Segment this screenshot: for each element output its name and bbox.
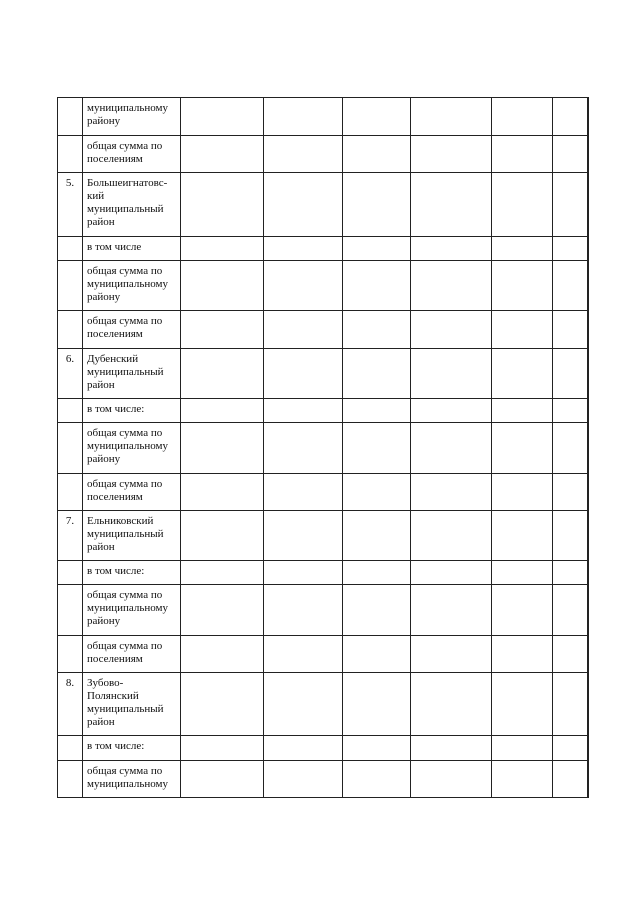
row-label-cell — [83, 98, 181, 136]
row-number-cell: 7. — [58, 511, 83, 561]
data-table — [57, 97, 589, 798]
empty-value-cell — [181, 673, 264, 736]
empty-value-cell — [181, 511, 264, 561]
row-label-line: муниципальному — [87, 278, 169, 290]
row-label-line: кий — [87, 190, 105, 202]
table-row — [58, 673, 589, 736]
empty-value-cell — [343, 399, 411, 423]
empty-value-cell — [553, 98, 588, 136]
empty-value-cell — [553, 237, 588, 261]
empty-value-cell — [264, 474, 343, 511]
row-number-cell — [58, 761, 83, 798]
empty-value-cell — [343, 761, 411, 798]
empty-value-cell — [343, 585, 411, 636]
empty-value-cell — [553, 636, 588, 673]
empty-value-cell — [343, 673, 411, 736]
empty-value-cell — [411, 173, 492, 237]
empty-value-cell — [264, 736, 343, 761]
row-label-line: район — [87, 379, 115, 391]
empty-value-cell — [588, 474, 589, 511]
table-row — [58, 736, 589, 761]
empty-value-cell — [343, 561, 411, 585]
row-label-line: общая сумма по — [87, 640, 163, 652]
empty-value-cell — [588, 98, 589, 136]
empty-value-cell — [492, 736, 553, 761]
row-number-cell — [58, 399, 83, 423]
row-label-line: общая сумма по — [87, 765, 163, 777]
row-label-cell — [83, 311, 181, 349]
empty-value-cell — [553, 261, 588, 311]
table-row — [58, 237, 589, 261]
empty-value-cell — [264, 585, 343, 636]
empty-value-cell — [588, 349, 589, 399]
row-number-cell — [58, 311, 83, 349]
empty-value-cell — [588, 311, 589, 349]
table-row — [58, 173, 589, 237]
row-label-line: муниципальному — [87, 440, 169, 452]
empty-value-cell — [343, 261, 411, 311]
empty-value-cell — [411, 511, 492, 561]
empty-value-cell — [181, 736, 264, 761]
empty-value-cell — [181, 636, 264, 673]
empty-value-cell — [588, 136, 589, 173]
empty-value-cell — [411, 98, 492, 136]
empty-value-cell — [588, 736, 589, 761]
row-number-cell — [58, 736, 83, 761]
empty-value-cell — [264, 349, 343, 399]
empty-value-cell — [492, 237, 553, 261]
empty-value-cell — [492, 585, 553, 636]
row-label-line: району — [87, 291, 121, 303]
row-label-cell — [83, 585, 181, 636]
empty-value-cell — [411, 636, 492, 673]
empty-value-cell — [553, 399, 588, 423]
row-label-cell — [83, 561, 181, 585]
row-label-line: муниципальному — [87, 602, 169, 614]
row-label-line: район — [87, 216, 115, 228]
row-label-line: Ельниковский — [87, 515, 154, 527]
table-row — [58, 136, 589, 173]
empty-value-cell — [492, 423, 553, 474]
empty-value-cell — [553, 173, 588, 237]
empty-value-cell — [411, 311, 492, 349]
empty-value-cell — [411, 561, 492, 585]
empty-value-cell — [181, 585, 264, 636]
empty-value-cell — [553, 585, 588, 636]
row-label-line: общая сумма по — [87, 427, 163, 439]
empty-value-cell — [411, 474, 492, 511]
empty-value-cell — [343, 237, 411, 261]
row-number-cell — [58, 636, 83, 673]
empty-value-cell — [588, 561, 589, 585]
empty-value-cell — [411, 349, 492, 399]
table-row — [58, 349, 589, 399]
empty-value-cell — [492, 636, 553, 673]
row-label-cell — [83, 673, 181, 736]
row-number-cell — [58, 561, 83, 585]
table-row — [58, 98, 589, 136]
table-body — [58, 98, 589, 798]
empty-value-cell — [264, 261, 343, 311]
empty-value-cell — [553, 423, 588, 474]
row-number-cell — [58, 585, 83, 636]
row-label-line: Дубенский — [87, 353, 139, 365]
empty-value-cell — [588, 511, 589, 561]
empty-value-cell — [343, 311, 411, 349]
row-number-cell — [58, 98, 83, 136]
empty-value-cell — [264, 399, 343, 423]
row-label-cell — [83, 349, 181, 399]
row-label-cell — [83, 474, 181, 511]
empty-value-cell — [264, 761, 343, 798]
empty-value-cell — [492, 761, 553, 798]
table-row — [58, 561, 589, 585]
empty-value-cell — [264, 98, 343, 136]
empty-value-cell — [492, 349, 553, 399]
empty-value-cell — [588, 173, 589, 237]
empty-value-cell — [588, 673, 589, 736]
empty-value-cell — [181, 349, 264, 399]
empty-value-cell — [264, 673, 343, 736]
empty-value-cell — [411, 585, 492, 636]
table-row — [58, 311, 589, 349]
empty-value-cell — [553, 349, 588, 399]
row-number-cell: 5. — [58, 173, 83, 237]
row-label-line: общая сумма по — [87, 589, 163, 601]
row-label-line: поселениям — [87, 328, 143, 340]
empty-value-cell — [264, 561, 343, 585]
row-label-line: району — [87, 615, 121, 627]
empty-value-cell — [588, 636, 589, 673]
empty-value-cell — [343, 98, 411, 136]
row-number-cell — [58, 261, 83, 311]
row-number-cell: 6. — [58, 349, 83, 399]
row-number-cell — [58, 423, 83, 474]
row-label-line: общая сумма по — [87, 315, 163, 327]
row-number-cell: 8. — [58, 673, 83, 736]
empty-value-cell — [343, 474, 411, 511]
empty-value-cell — [181, 311, 264, 349]
row-label-line: район — [87, 541, 115, 553]
row-label-line: район — [87, 716, 115, 728]
row-label-line: поселениям — [87, 491, 143, 503]
row-label-cell — [83, 761, 181, 798]
empty-value-cell — [411, 761, 492, 798]
row-label-line: общая сумма по — [87, 140, 163, 152]
row-label-line: общая сумма по — [87, 478, 163, 490]
empty-value-cell — [411, 237, 492, 261]
row-label-line: муниципальный — [87, 203, 164, 215]
empty-value-cell — [553, 474, 588, 511]
empty-value-cell — [588, 237, 589, 261]
empty-value-cell — [343, 423, 411, 474]
empty-value-cell — [492, 511, 553, 561]
empty-value-cell — [553, 561, 588, 585]
table-row — [58, 423, 589, 474]
row-label-cell — [83, 636, 181, 673]
empty-value-cell — [588, 761, 589, 798]
empty-value-cell — [588, 423, 589, 474]
table-row — [58, 585, 589, 636]
empty-value-cell — [343, 736, 411, 761]
empty-value-cell — [411, 423, 492, 474]
empty-value-cell — [264, 423, 343, 474]
empty-value-cell — [343, 636, 411, 673]
empty-value-cell — [553, 736, 588, 761]
row-label-line: муниципальному — [87, 102, 169, 114]
row-number-cell — [58, 237, 83, 261]
table-row — [58, 636, 589, 673]
empty-value-cell — [264, 511, 343, 561]
row-label-cell — [83, 261, 181, 311]
empty-value-cell — [181, 136, 264, 173]
empty-value-cell — [492, 136, 553, 173]
empty-value-cell — [181, 98, 264, 136]
empty-value-cell — [343, 349, 411, 399]
empty-value-cell — [343, 173, 411, 237]
row-label-line: муниципальный — [87, 703, 164, 715]
row-label-line: району — [87, 115, 121, 127]
table-row — [58, 261, 589, 311]
empty-value-cell — [343, 511, 411, 561]
empty-value-cell — [553, 136, 588, 173]
row-label-line: поселениям — [87, 153, 143, 165]
empty-value-cell — [411, 673, 492, 736]
empty-value-cell — [181, 561, 264, 585]
row-label-cell — [83, 173, 181, 237]
row-label-line: муниципальному — [87, 778, 169, 790]
empty-value-cell — [492, 311, 553, 349]
empty-value-cell — [553, 673, 588, 736]
row-label-cell — [83, 136, 181, 173]
row-label-cell — [83, 399, 181, 423]
table-row — [58, 399, 589, 423]
empty-value-cell — [553, 311, 588, 349]
row-number-cell — [58, 136, 83, 173]
row-label-line: в том числе: — [87, 403, 145, 415]
empty-value-cell — [181, 474, 264, 511]
empty-value-cell — [492, 399, 553, 423]
empty-value-cell — [492, 474, 553, 511]
row-label-line: в том числе — [87, 241, 142, 253]
empty-value-cell — [264, 173, 343, 237]
row-label-cell — [83, 423, 181, 474]
empty-value-cell — [181, 261, 264, 311]
empty-value-cell — [181, 399, 264, 423]
row-label-cell — [83, 736, 181, 761]
row-label-line: Полянский — [87, 690, 139, 702]
empty-value-cell — [588, 585, 589, 636]
row-label-cell — [83, 237, 181, 261]
row-label-line: поселениям — [87, 653, 143, 665]
empty-value-cell — [492, 261, 553, 311]
empty-value-cell — [492, 98, 553, 136]
empty-value-cell — [553, 511, 588, 561]
empty-value-cell — [492, 173, 553, 237]
row-label-line: в том числе: — [87, 740, 145, 752]
row-label-line: муниципальный — [87, 528, 164, 540]
empty-value-cell — [343, 136, 411, 173]
table-row — [58, 511, 589, 561]
empty-value-cell — [181, 761, 264, 798]
table-row — [58, 474, 589, 511]
row-label-line: общая сумма по — [87, 265, 163, 277]
row-label-line: муниципальный — [87, 366, 164, 378]
empty-value-cell — [411, 261, 492, 311]
empty-value-cell — [264, 136, 343, 173]
empty-value-cell — [264, 636, 343, 673]
empty-value-cell — [264, 237, 343, 261]
empty-value-cell — [492, 673, 553, 736]
empty-value-cell — [588, 399, 589, 423]
empty-value-cell — [264, 311, 343, 349]
empty-value-cell — [588, 261, 589, 311]
empty-value-cell — [492, 561, 553, 585]
row-label-line: району — [87, 453, 121, 465]
empty-value-cell — [411, 736, 492, 761]
table-row — [58, 761, 589, 798]
empty-value-cell — [411, 399, 492, 423]
empty-value-cell — [181, 173, 264, 237]
empty-value-cell — [553, 761, 588, 798]
row-label-line: в том числе: — [87, 565, 145, 577]
empty-value-cell — [181, 423, 264, 474]
empty-value-cell — [181, 237, 264, 261]
row-label-cell — [83, 511, 181, 561]
row-label-line: Зубово- — [87, 677, 124, 689]
row-number-cell — [58, 474, 83, 511]
empty-value-cell — [411, 136, 492, 173]
row-label-line: Большеигнатовс- — [87, 177, 168, 189]
